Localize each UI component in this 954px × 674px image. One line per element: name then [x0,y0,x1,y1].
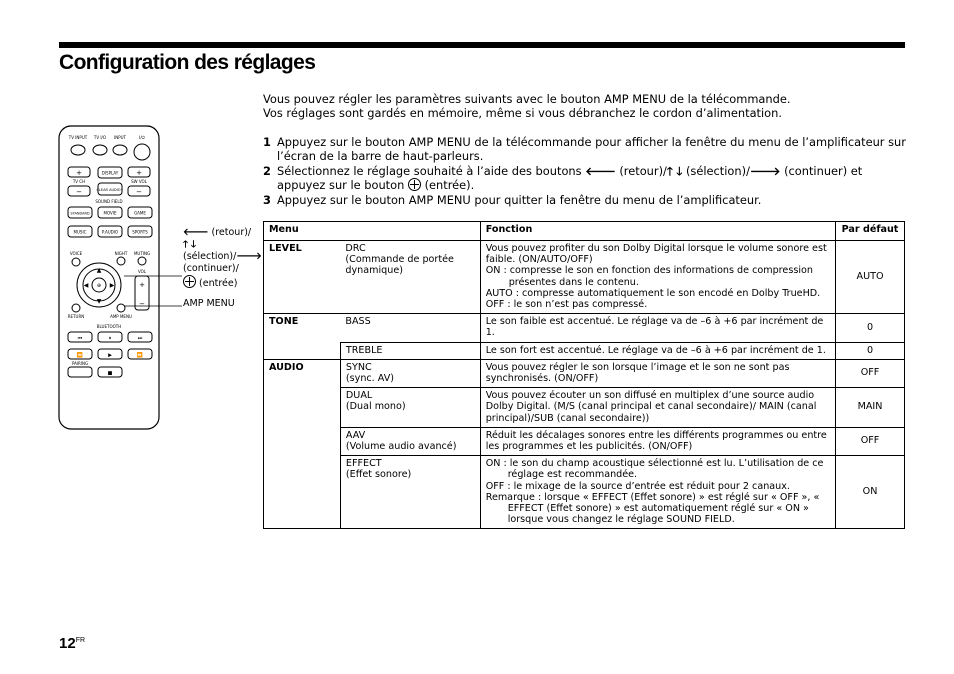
setting-sublabel: (Commande de portée dynamique) [345,254,454,277]
svg-text:−: − [139,300,145,308]
remote-label: I/⏻ [139,135,145,140]
setting-default: OFF [836,427,905,455]
step-number: 1 [263,135,271,149]
step-number: 2 [263,164,271,178]
svg-text:▶: ▶ [109,282,115,289]
remote-label: TV CH [72,179,86,184]
setting-default: 0 [836,342,905,359]
setting-default: OFF [836,359,905,387]
group-level: LEVEL [264,241,341,314]
remote-label: TV INPUT [68,135,88,140]
setting-sublabel: (Volume audio avancé) [345,441,457,453]
group-tone: TONE [264,314,341,360]
remote-label: TV I/O [93,135,107,140]
remote-label: GAME [134,210,146,216]
setting-name: BASS [340,314,480,342]
step-text: (continuer) et appuyez sur le bouton [277,164,863,192]
page-title: Configuration des réglages [59,51,316,74]
step-text: (sélection)/ [682,164,750,178]
svg-text:⏪: ⏪ [76,352,84,359]
setting-label: DUAL [345,390,373,402]
function-text: OFF : le mixage de la source d’entrée est réduit pour 2 canaux. [485,480,790,492]
remote-label: MOVIE [103,210,117,216]
remote-label: MUTING [133,251,151,256]
remote-label: SOUND FIELD [95,199,123,204]
arrow-left-icon: 🡐 [183,227,209,238]
arrow-down-icon: 🡓 [190,239,196,250]
nav-callout [183,227,262,290]
remote-label: PAIRING [71,361,89,366]
arrow-right-icon: 🡒 [749,164,781,178]
svg-text:⏩: ⏩ [136,352,144,359]
svg-text:▶: ▶ [108,352,112,359]
remote-label: VOICE [69,251,83,256]
step-text: Appuyez sur le bouton AMP MENU de la télécommande pour afficher la fenêtre du menu de l’amplificateur sur l’écran de la barre de haut-parleurs. [277,135,906,163]
setting-label: DRC [345,243,366,254]
header-menu: Menu [264,222,481,241]
remote-label: RETURN [67,314,85,319]
step-text: (entrée). [420,178,475,192]
setting-function: Le son faible est accentué. Le réglage va de –6 à +6 par incrément de 1. [480,314,835,342]
page-lang: FR [75,637,86,644]
svg-text:+: + [136,169,142,177]
svg-text:⏭: ⏭ [137,335,143,342]
svg-text:⊕: ⊕ [96,283,102,289]
arrow-right-icon: 🡒 [236,251,262,262]
remote-label: P.AUDIO [101,229,119,235]
page-number [59,635,85,652]
svg-text:+: + [76,169,82,177]
function-text: ON : le son du champ acoustique sélectionné est lu. L’utilisation de ce réglage est recommandée. [485,458,824,481]
svg-text:−: − [76,188,82,196]
svg-text:⏮: ⏮ [77,335,83,342]
function-text: OFF : le son n’est pas compressé. [485,299,648,311]
intro-line: Vous pouvez régler les paramètres suivants avec le bouton AMP MENU de la télécommande. [263,92,791,106]
svg-text:+: + [139,281,145,289]
function-text: AUTO : compresse automatiquement le son encodé en Dolby TrueHD. [485,287,821,299]
step-text: (retour)/ [615,164,667,178]
setting-function: Vous pouvez écouter un son diffusé en multiplex d’une source audio Dolby Digital. (M/S (canal principal et canal secondaire)/ MAIN (canal principal)/SUB (canal secondaire)) [480,388,835,428]
svg-text:▲: ▲ [96,267,102,274]
arrow-up-icon: 🡑 [666,164,673,178]
page-number-value: 12 [59,635,76,652]
svg-text:⏸: ⏸ [108,335,112,342]
setting-label: EFFECT [345,458,382,470]
function-text: ON : compresse le son en fonction des informations de compression présentes dans le contenu. [485,265,813,288]
callout-text: (continuer)/ [183,263,239,274]
svg-text:−: − [136,188,142,196]
remote-label: SPORTS [132,229,148,235]
setting-label: AAV [345,429,366,441]
svg-text:▼: ▼ [96,298,102,305]
remote-label: VOL [137,269,147,274]
callout-text: (entrée) [199,278,238,289]
remote-label: CLEAR AUDIO+ [96,188,124,192]
arrow-left-icon: 🡐 [585,164,616,178]
setting-sublabel: (sync. AV) [345,373,395,385]
header-function: Fonction [480,222,835,241]
remote-label: SW VOL [131,179,147,184]
remote-label: INPUT [114,135,126,140]
amp-menu-callout: AMP MENU [183,298,235,309]
callout-text: (sélection)/ [183,251,237,262]
remote-label: DISPLAY [101,170,119,176]
remote-label: AMP MENU [110,314,132,319]
setting-default: ON [836,456,905,529]
remote-label: MUSIC [73,229,87,235]
callout-text: (retour)/ [211,227,252,238]
function-text: Vous pouvez profiter du son Dolby Digital lorsque le volume sonore est faible. (ON/AUTO/OFF) [485,243,827,266]
svg-text:◀: ◀ [83,282,89,289]
setting-name: TREBLE [340,342,480,359]
setting-default: 0 [836,314,905,342]
setting-function: Vous pouvez régler le son lorsque l’image et le son ne sont pas synchronisés. (ON/OFF) [480,359,835,387]
step-text: Sélectionnez le réglage souhaité à l’aide des boutons [277,164,586,178]
remote-label: NIGHT [114,251,128,256]
setting-default: AUTO [836,241,905,314]
enter-icon [183,275,196,288]
remote-label: STANDARD [70,211,90,216]
setting-function: Réduit les décalages sonores entre les différents programmes ou entre les programmes et les publicités. (ON/OFF) [480,427,835,455]
step-text: Appuyez sur le bouton AMP MENU pour quitter la fenêtre du menu de l’amplificateur. [277,193,762,207]
setting-default: MAIN [836,388,905,428]
setting-label: SYNC [345,361,372,373]
function-text: Remarque : lorsque « EFFECT (Effet sonore) » est réglé sur « OFF », « EFFECT (Effet sonore) » est automatiquement réglé sur « ON » lorsque vous changez le réglage SOUND FIELD. [485,491,820,526]
intro-line: Vos réglages sont gardés en mémoire, même si vous débranchez le cordon d’alimentation. [263,106,782,120]
step-number: 3 [263,193,271,207]
arrow-up-icon: 🡑 [183,239,188,250]
group-audio: AUDIO [264,359,341,529]
svg-text:■: ■ [107,370,113,377]
header-default: Par défaut [836,222,905,241]
setting-sublabel: (Effet sonore) [345,469,412,481]
remote-label: BLUETOOTH [96,324,122,329]
setting-sublabel: (Dual mono) [345,401,406,413]
setting-function: Le son fort est accentué. Le réglage va de –6 à +6 par incrément de 1. [480,342,835,359]
arrow-down-icon: 🡓 [676,164,683,178]
